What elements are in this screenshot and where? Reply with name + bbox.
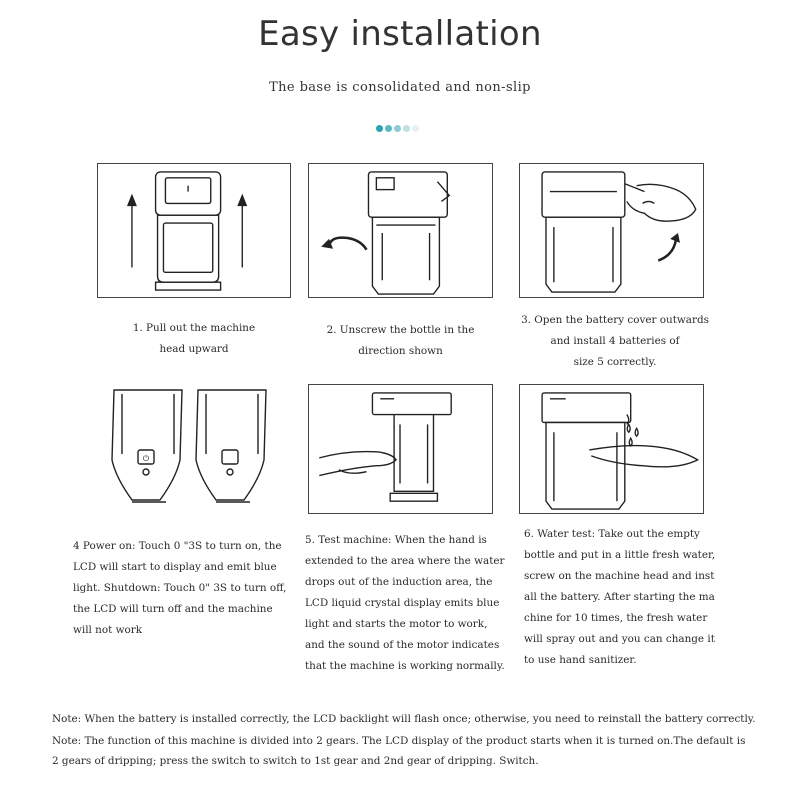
step-1-illustration (97, 163, 291, 298)
caption-line: 2. Unscrew the bottle in the (326, 324, 475, 336)
caption-line: size 5 correctly. (573, 356, 657, 368)
indicator-dot (412, 125, 419, 132)
step-6-illustration (519, 384, 704, 514)
caption-line: 1. Pull out the machine (132, 322, 256, 334)
pull-up-machine-icon (98, 164, 290, 297)
battery-cover-icon (520, 164, 703, 297)
caption-line: screw on the machine head and inst (524, 570, 715, 582)
caption-line: 6. Water test: Take out the empty (524, 528, 700, 540)
caption-line: drops out of the induction area, the (305, 576, 493, 588)
caption-line: to use hand sanitizer. (524, 654, 637, 666)
step-5-caption (305, 530, 520, 677)
caption-line: 3. Open the battery cover outwards (521, 314, 709, 326)
caption-line: the LCD will turn off and the machine (73, 603, 273, 615)
indicator-dot (385, 125, 392, 132)
svg-text:⏻: ⏻ (142, 454, 150, 463)
caption-line: head upward (159, 343, 229, 355)
caption-line: light. Shutdown: Touch 0" 3S to turn off, (73, 582, 287, 594)
step-2-illustration (308, 163, 493, 298)
step-5-illustration (308, 384, 493, 514)
caption-line: will not work (73, 624, 143, 636)
caption-line: 4 Power on: Touch 0 "3S to turn on, the (73, 540, 282, 552)
page-subtitle: The base is consolidated and non-slip (269, 80, 531, 95)
step-6-caption (524, 524, 724, 671)
step-2-caption (308, 320, 493, 362)
caption-line: will spray out and you can change it (524, 633, 715, 645)
indicator-dot (394, 125, 401, 132)
indicator-dot (403, 125, 410, 132)
note-battery: Note: When the battery is installed correctly, the LCD backlight will flash once; otherwise, you need to reinstall the battery correctly. (52, 713, 756, 725)
caption-line: LCD liquid crystal display emits blue (305, 597, 500, 609)
step-3-illustration (519, 163, 704, 298)
step-4-illustration (108, 384, 282, 514)
caption-line: bottle and put in a little fresh water, (524, 549, 716, 561)
step-1-caption (97, 318, 291, 360)
caption-line: chine for 10 times, the fresh water (524, 612, 708, 624)
carousel-indicator (376, 125, 419, 132)
caption-line: 5. Test machine: When the hand is (305, 534, 487, 546)
caption-line: LCD will start to display and emit blue (73, 561, 277, 573)
caption-line: and the sound of the motor indicates (305, 639, 500, 651)
caption-line: direction shown (358, 345, 443, 357)
indicator-dot (376, 125, 383, 132)
caption-line: all the battery. After starting the ma (524, 591, 715, 603)
unscrew-bottle-icon (309, 164, 492, 297)
step-3-caption (510, 310, 720, 373)
step-4-caption (73, 536, 303, 641)
caption-line: light and starts the motor to work, (305, 618, 488, 630)
power-on-icon (108, 384, 282, 514)
caption-line: and install 4 batteries of (550, 335, 680, 347)
note-gears: Note: The function of this machine is divided into 2 gears. The LCD display of the product starts when it is turned on.The default is (52, 735, 746, 747)
page-title: Easy installation (258, 14, 542, 54)
water-test-icon (520, 385, 703, 513)
test-machine-icon (309, 385, 492, 513)
caption-line: that the machine is working normally. (305, 660, 505, 672)
note-gears-continued: 2 gears of dripping; press the switch to switch to 1st gear and 2nd gear of dripping. Switch. (52, 755, 539, 767)
caption-line: extended to the area where the water (305, 555, 505, 567)
